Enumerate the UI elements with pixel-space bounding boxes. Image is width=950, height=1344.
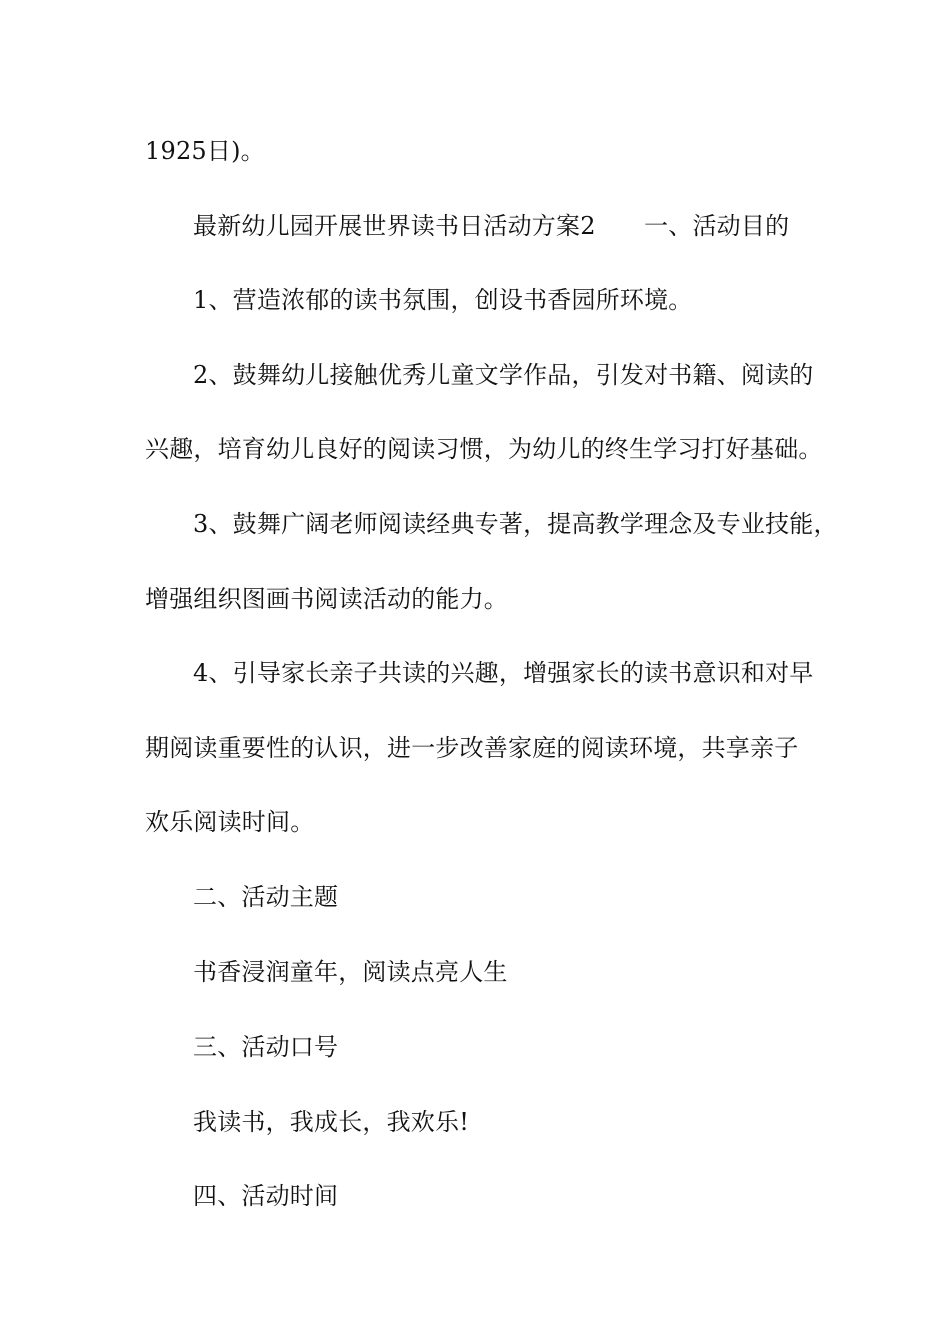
slogan-text: 我读书，我成长，我欢乐! bbox=[193, 1108, 470, 1136]
goal-item-1: 1、营造浓郁的读书氛围，创设书香园所环境。 bbox=[193, 286, 693, 314]
goal-item-4-end: 欢乐阅读时间。 bbox=[145, 808, 315, 836]
goal-item-4: 4、引导家长亲子共读的兴趣，增强家长的读书意识和对早 bbox=[193, 659, 814, 687]
goal-item-4-continued: 期阅读重要性的认识，进一步改善家庭的阅读环境，共享亲子 bbox=[145, 734, 799, 762]
goal-item-2: 2、鼓舞幼儿接触优秀儿童文学作品，引发对书籍、阅读的 bbox=[193, 361, 814, 389]
theme-text: 书香浸润童年，阅读点亮人生 bbox=[193, 958, 508, 986]
plan-title-line: 最新幼儿园开展世界读书日活动方案2 一、活动目的 bbox=[193, 212, 790, 240]
paragraph-continuation: 1925日)。 bbox=[145, 137, 265, 165]
section-heading-time: 四、活动时间 bbox=[193, 1182, 339, 1210]
goal-item-3-continued: 增强组织图画书阅读活动的能力。 bbox=[145, 585, 508, 613]
goal-item-2-continued: 兴趣，培育幼儿良好的阅读习惯，为幼儿的终生学习打好基础。 bbox=[145, 435, 823, 463]
section-heading-theme: 二、活动主题 bbox=[193, 883, 339, 911]
goal-item-3: 3、鼓舞广阔老师阅读经典专著，提高教学理念及专业技能， bbox=[193, 510, 838, 538]
section-heading-slogan: 三、活动口号 bbox=[193, 1033, 339, 1061]
